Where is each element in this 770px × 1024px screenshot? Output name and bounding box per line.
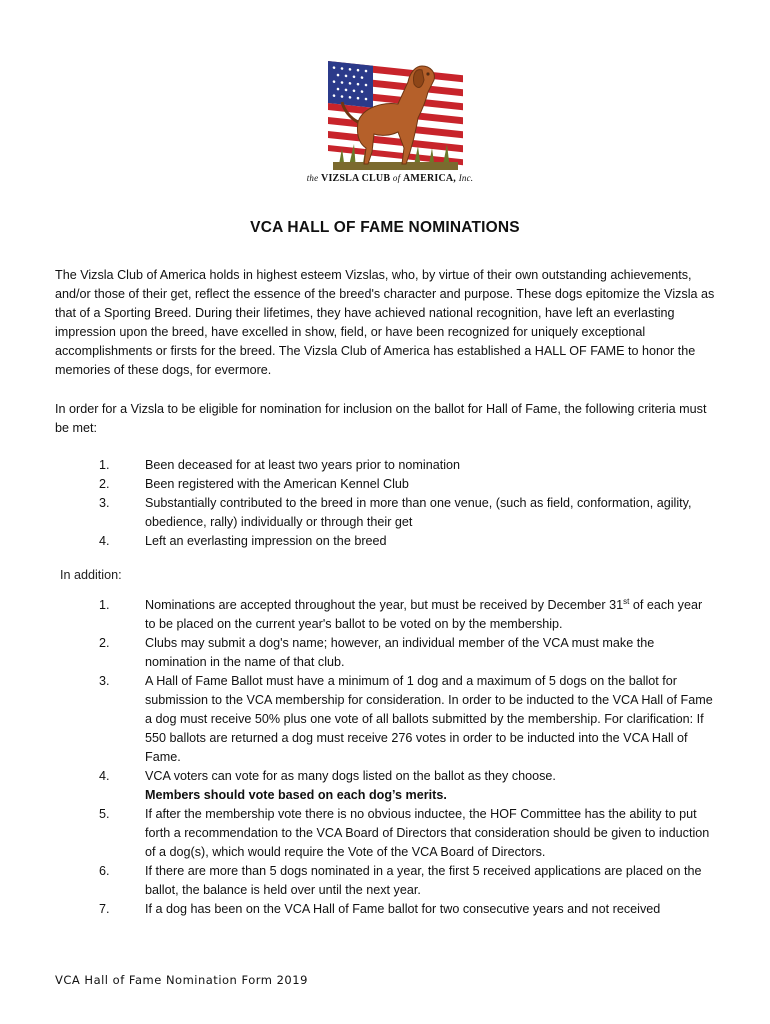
list-item — [0, 634, 770, 672]
rules-list — [0, 596, 770, 919]
caption-america: AMERICA, — [403, 173, 457, 184]
ordinal-suffix: st — [623, 596, 630, 606]
list-item — [0, 596, 770, 634]
list-item — [0, 475, 770, 494]
list-number: 5. — [99, 807, 110, 821]
list-text: If there are more than 5 dogs nominated in a year, the first 5 received applications are placed on the ballot, the balance is held over until the next year. — [145, 864, 702, 897]
list-number: 1. — [99, 458, 110, 472]
list-item — [0, 767, 770, 805]
bold-note: Members should vote based on each dog’s merits. — [145, 788, 447, 802]
list-item — [0, 900, 770, 919]
caption-name: VIZSLA CLUB — [321, 173, 391, 184]
rule-text-a: Nominations are accepted throughout the year, but must be received by December 31 — [145, 598, 624, 612]
vizsla-flag-logo — [318, 52, 468, 172]
list-item — [0, 805, 770, 862]
page-footer: VCA Hall of Fame Nomination Form 2019 — [55, 973, 308, 987]
rule-text-b: of each year to be placed on the current year's ballot to be voted on by the membership. — [145, 598, 703, 631]
list-number: 4. — [99, 534, 110, 548]
list-item — [0, 862, 770, 900]
list-number: 1. — [99, 598, 110, 612]
list-number: 4. — [99, 769, 110, 783]
list-number: 3. — [99, 496, 110, 510]
club-logo-caption — [300, 173, 480, 184]
list-text: Clubs may submit a dog's name; however, an individual member of the VCA must make the nomination in the name of that club. — [145, 636, 655, 669]
list-item — [0, 456, 770, 475]
list-text: If after the membership vote there is no obvious inductee, the HOF Committee has the ability to put forth a recommendation to the VCA Board of Directors that consideration should be given to induction of a dog(s), which would require the Vote of the VCA Board of Directors. — [145, 807, 710, 859]
list-number: 2. — [99, 636, 110, 650]
caption-inc: Inc. — [458, 173, 474, 183]
list-text: A Hall of Fame Ballot must have a minimum of 1 dog and a maximum of 5 dogs on the ballot for submission to the VCA membership for consideration. In order to be inducted to the VCA Hall of Fame a dog must receive 50% plus one vote of all ballots submitted by the membership. For clarification: If 550 ballots are returned a dog must receive 276 votes in order to be inducted into the VCA Hall of Fame. — [145, 674, 713, 764]
list-text: Left an everlasting impression on the breed — [145, 534, 387, 548]
caption-of: of — [392, 173, 401, 183]
list-number: 7. — [99, 902, 110, 916]
list-text: If a dog has been on the VCA Hall of Fame ballot for two consecutive years and not received — [145, 902, 661, 916]
list-number: 3. — [99, 674, 110, 688]
intro-paragraph: The Vizsla Club of America holds in highest esteem Vizslas, who, by virtue of their own outstanding achievements, and/or those of their get, reflect the essence of the breed's character and purpose. These dogs epitomize the Vizsla as that of a Sporting Breed. During their lifetimes, they have achieved national recognition, have left an everlasting impression upon the breed, have excelled in show, field, or have been recognized for uniquely exceptional accomplishments or firsts for the breed. The Vizsla Club of America has established a HALL OF FAME to honor the memories of these dogs, for evermore. — [55, 268, 715, 377]
list-text: Substantially contributed to the breed in more than one venue, (such as field, conformation, agility, obedience, rally) individually or through their get — [145, 496, 692, 529]
list-text: Been deceased for at least two years prior to nomination — [145, 458, 461, 472]
list-text — [145, 596, 715, 634]
list-item — [0, 672, 770, 767]
eligibility-paragraph: In order for a Vizsla to be eligible for nomination for inclusion on the ballot for Hall of Fame, the following criteria must be met: — [55, 402, 707, 435]
list-item — [0, 532, 770, 551]
list-item — [0, 494, 770, 532]
list-text — [145, 767, 715, 805]
criteria-list — [0, 456, 770, 551]
in-addition-label: In addition: — [60, 568, 122, 582]
caption-prefix: the — [306, 173, 319, 183]
list-text: Been registered with the American Kennel Club — [145, 477, 409, 491]
list-number: 2. — [99, 477, 110, 491]
page-title: VCA HALL OF FAME NOMINATIONS — [250, 219, 520, 236]
list-number: 6. — [99, 864, 110, 878]
rule-text: VCA voters can vote for as many dogs listed on the ballot as they choose. — [145, 769, 556, 783]
